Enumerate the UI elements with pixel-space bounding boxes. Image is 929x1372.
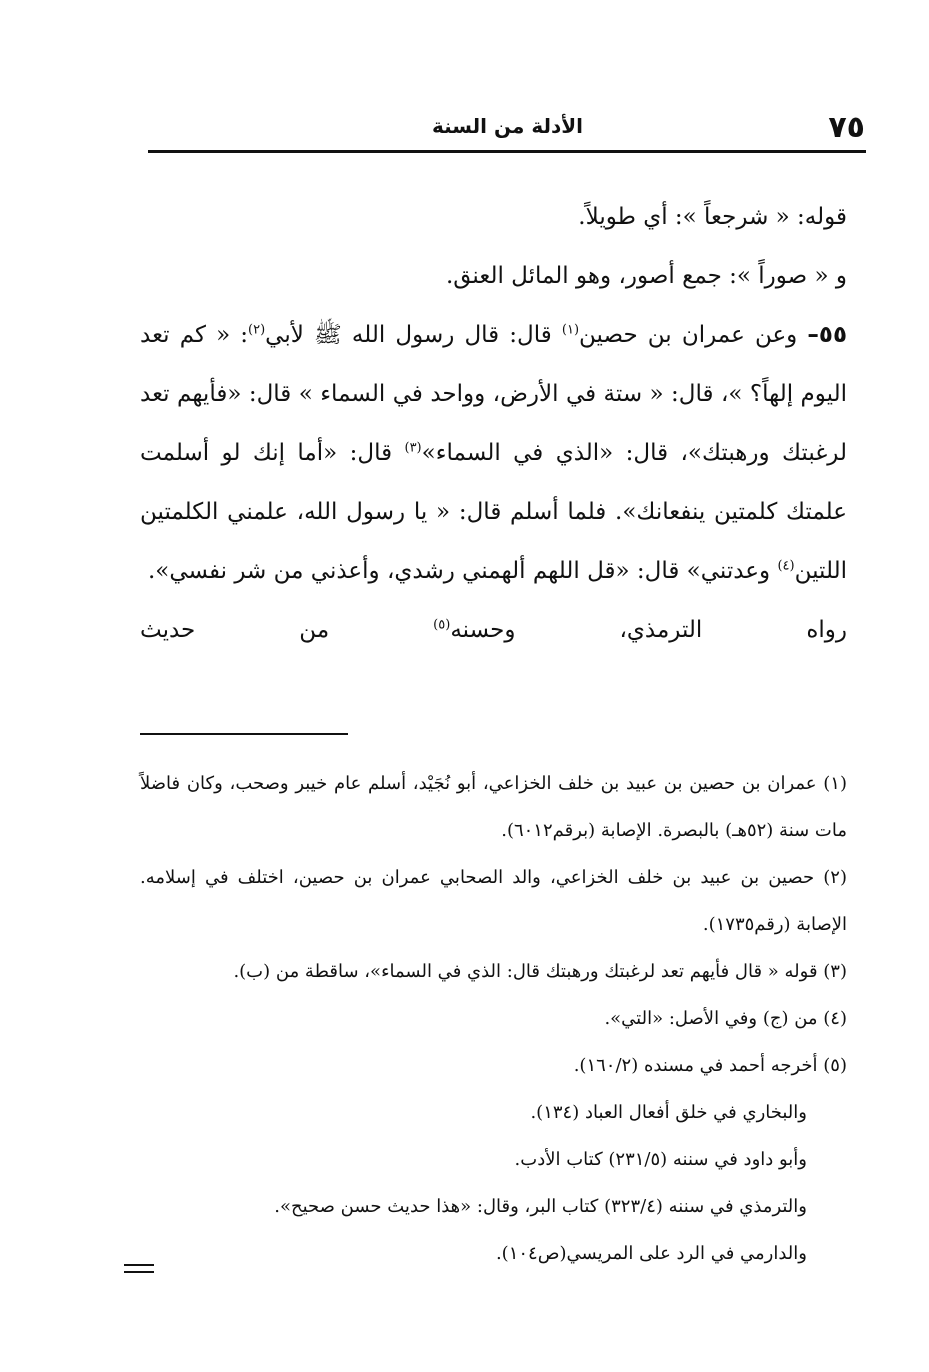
header-rule [148,150,866,153]
footnote-5-continued: والدارمي في الرد على المريسي(ص١٠٤). [495,1243,807,1264]
footnote-ref[interactable]: (٤) [777,558,795,574]
page-number: ٧٥ [828,110,865,145]
continued-bar [124,1264,154,1266]
footnote-5: (٥) أخرجه أحمد في مسنده (١٦٠/٢). [573,1055,847,1076]
footnote-3: (٣) قوله « قال فأيهم تعد لرغبتك ورهبتك قال: الذي في السماء»، ساقطة من (ب). [233,961,847,982]
main-text [140,188,847,660]
footnote-separator [140,733,348,735]
continued-bar [124,1271,154,1273]
text-line: قوله: « شرجعاً »: أي طويلاً. [578,204,847,230]
running-title: الأدلة من السنة [432,114,583,138]
text-run: قال: «أما إنك لو أسلمت علمتك كلمتين ينفعانك». فلما أسلم قال: « يا رسول الله، علمني الكلمتين اللتين [140,440,847,584]
text-run: قال: قال رسول الله ﷺ لأبي [265,322,562,348]
footnote-5-continued: والبخاري في خلق أفعال العباد (١٣٤). [530,1102,807,1123]
footnote-ref[interactable]: (٥) [433,617,451,633]
footnotes [140,760,847,1277]
footnote-5-continued: والترمذي في سننه (٣٢٣/٤) كتاب البر، وقال: «هذا حديث حسن صحيح». [274,1196,807,1217]
hadith-number: ٥٥– [807,322,847,348]
text-run: وعن عمران بن حصين [579,322,808,348]
footnote-ref[interactable]: (٢) [248,322,266,338]
narration-line [140,601,847,660]
footnote-4: (٤) من (ج) وفي الأصل: «التي». [604,1008,847,1029]
footnote-5-continued: وأبو داود في سننه (٢٣١/٥) كتاب الأدب. [514,1149,807,1170]
text-run: من حديث [140,617,434,643]
text-line: و « صوراً »: جمع أصور، وهو المائل العنق. [445,263,847,289]
hadith-paragraph [140,306,847,601]
footnote-ref[interactable]: (٣) [404,440,422,456]
footnote-2: (٢) حصين بن عبيد بن خلف الخزاعي، والد الصحابي عمران بن حصين، اختلف في إسلامه. الإصابة (رقم١٧٣٥). [140,867,847,935]
footnote-ref[interactable]: (١) [561,322,580,338]
continued-mark [124,1264,154,1278]
footnote-1: (١) عمران بن حصين بن عبيد بن خلف الخزاعي، أبو نُجَيْد، أسلم عام خيبر وصحب، وكان فاضلاً مات سنة (٥٢هـ) بالبصرة. الإصابة (برقم٦٠١٢). [140,773,847,841]
text-run: رواه الترمذي، وحسنه [450,617,847,643]
text-run: : « كم تعد اليوم إلهاً؟ »، قال: « ستة في الأرض، وواحد في السماء » قال: «فأيهم تعد لرغبتك ورهبتك»، قال: «الذي في السماء» [140,322,847,466]
text-run: وعدتني» قال: «قل اللهم ألهمني رشدي، وأعذني من شر نفسي». [147,558,778,584]
page-header [150,104,865,148]
